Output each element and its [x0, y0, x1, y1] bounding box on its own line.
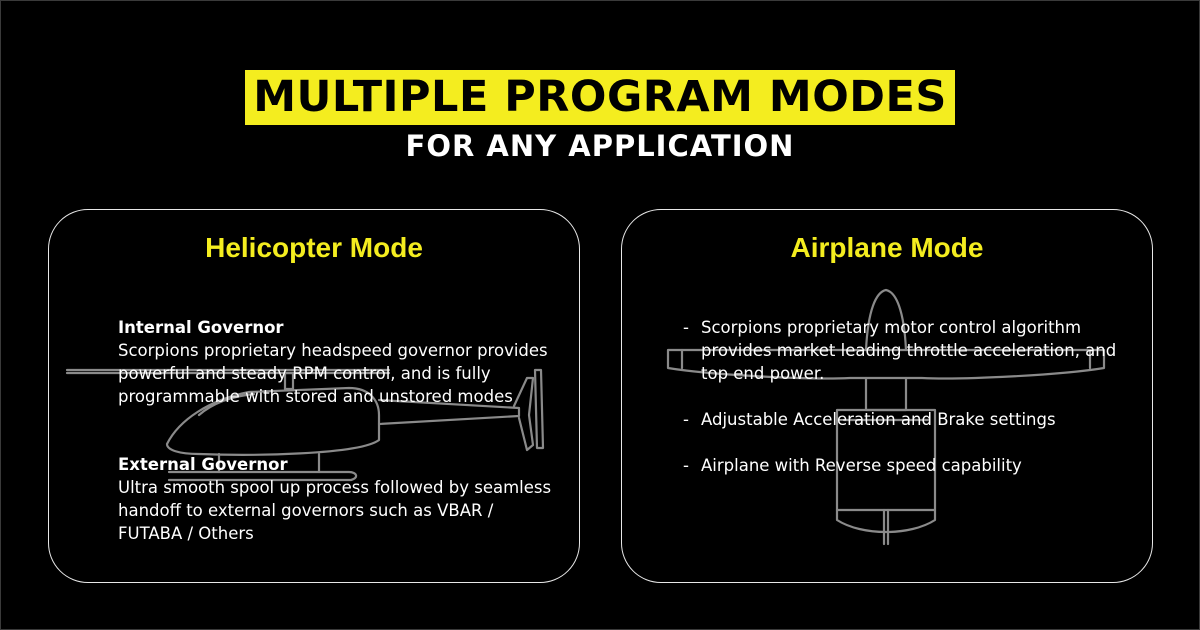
airplane-feature-text: Airplane with Reverse speed capability [701, 456, 1022, 475]
subheadline: FOR ANY APPLICATION [405, 129, 795, 163]
bullet-dash: - [683, 318, 689, 337]
airplane-feature-text: Scorpions proprietary motor control algorithm provides market leading throttle acceleration, and top end power. [701, 318, 1117, 383]
airplane-feature-list [683, 316, 1143, 500]
headline: MULTIPLE PROGRAM MODES [245, 70, 955, 125]
bullet-dash: - [683, 456, 689, 475]
headline-banner [0, 70, 1200, 125]
helicopter-mode-panel [48, 209, 580, 583]
external-governor-text: Ultra smooth spool up process followed by seamless handoff to external governors such as VBAR / FUTABA / Others [118, 478, 552, 543]
internal-governor-section [118, 316, 558, 408]
helicopter-mode-title: Helicopter Mode [205, 232, 423, 263]
internal-governor-heading: Internal Governor [118, 318, 284, 337]
internal-governor-text: Scorpions proprietary headspeed governor provides powerful and steady RPM control, and is fully programmable with stored and unstored modes [118, 341, 548, 406]
airplane-mode-panel [621, 209, 1153, 583]
airplane-mode-title: Airplane Mode [790, 232, 984, 263]
list-item [683, 316, 1143, 385]
external-governor-section [118, 453, 558, 545]
list-item [683, 454, 1143, 477]
external-governor-heading: External Governor [118, 455, 288, 474]
bullet-dash: - [683, 410, 689, 429]
airplane-feature-text: Adjustable Acceleration and Brake settings [701, 410, 1056, 429]
list-item [683, 408, 1143, 431]
